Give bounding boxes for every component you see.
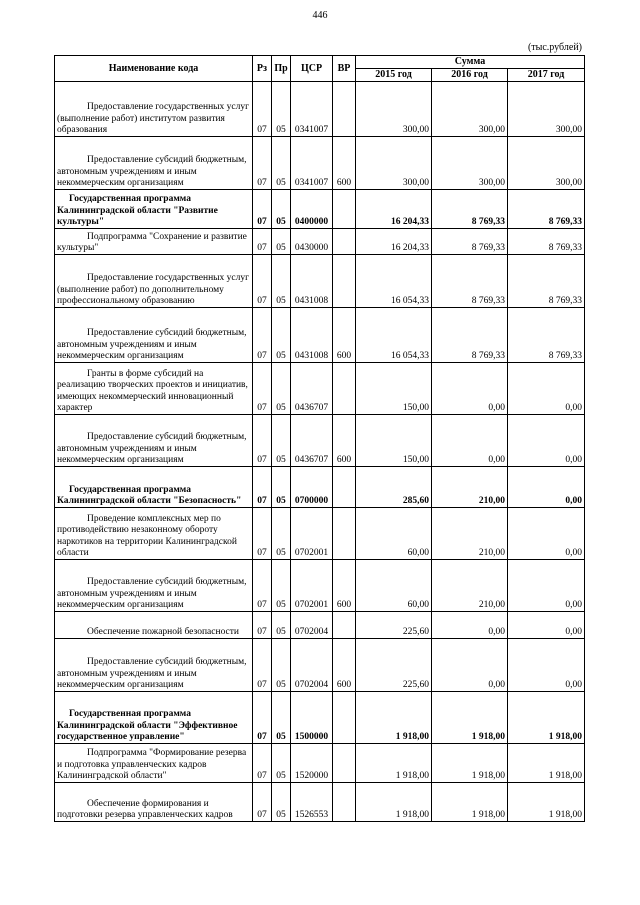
row-name: Обеспечение пожарной безопасности: [55, 612, 253, 639]
row-name: Обеспечение формирования и подготовки резерва управленческих кадров: [55, 783, 253, 822]
row-name: Гранты в форме субсидий на реализацию творческих проектов и инициатив, имеющих некоммерческий инновационный характер: [55, 363, 253, 415]
row-2017: 8 769,33: [508, 308, 585, 363]
row-2017: 300,00: [508, 82, 585, 137]
row-name: Подпрограмма "Сохранение и развитие культуры": [55, 229, 253, 255]
row-vr: 600: [333, 560, 356, 612]
header-csr: ЦСР: [291, 56, 333, 82]
row-name: Предоставление субсидий бюджетным, автономным учреждениям и иным некоммерческим организациям: [55, 639, 253, 692]
row-vr: [333, 692, 356, 744]
row-csr: 0702004: [291, 639, 333, 692]
row-pr: 05: [272, 612, 291, 639]
row-name: Предоставление государственных услуг (выполнение работ) по дополнительному профессиональному образованию: [55, 255, 253, 308]
row-vr: [333, 467, 356, 508]
row-vr: [333, 744, 356, 783]
row-pr: 05: [272, 467, 291, 508]
row-rz: 07: [253, 229, 272, 255]
row-vr: [333, 190, 356, 229]
row-csr: 0702001: [291, 560, 333, 612]
row-2015: 16 204,33: [356, 229, 432, 255]
row-2015: 225,60: [356, 612, 432, 639]
row-rz: 07: [253, 82, 272, 137]
row-name: Предоставление субсидий бюджетным, автономным учреждениям и иным некоммерческим организациям: [55, 308, 253, 363]
row-rz: 07: [253, 255, 272, 308]
row-2017: 0,00: [508, 560, 585, 612]
row-2017: 300,00: [508, 137, 585, 190]
row-name: Предоставление субсидий бюджетным, автономным учреждениям и иным некоммерческим организациям: [55, 137, 253, 190]
row-2015: 16 054,33: [356, 255, 432, 308]
row-name: Подпрограмма "Формирование резерва и подготовка управленческих кадров Калининградской области": [55, 744, 253, 783]
row-pr: 05: [272, 190, 291, 229]
row-csr: 0431008: [291, 308, 333, 363]
row-name: Предоставление субсидий бюджетным, автономным учреждениям и иным некоммерческим организациям: [55, 560, 253, 612]
row-pr: 05: [272, 363, 291, 415]
table-row: [55, 692, 585, 744]
row-2015: 16 054,33: [356, 308, 432, 363]
row-2015: 1 918,00: [356, 744, 432, 783]
row-name: Предоставление субсидий бюджетным, автономным учреждениям и иным некоммерческим организациям: [55, 415, 253, 467]
page-number: 446: [312, 10, 328, 21]
row-2015: 150,00: [356, 415, 432, 467]
row-name: Государственная программа Калининградской области "Развитие культуры": [55, 190, 253, 229]
row-2017: 0,00: [508, 467, 585, 508]
row-pr: 05: [272, 255, 291, 308]
row-rz: 07: [253, 467, 272, 508]
row-rz: 07: [253, 308, 272, 363]
row-2016: 210,00: [432, 508, 508, 560]
row-2017: 8 769,33: [508, 190, 585, 229]
row-2017: 0,00: [508, 612, 585, 639]
table-row: [55, 508, 585, 560]
row-rz: 07: [253, 692, 272, 744]
row-2015: 1 918,00: [356, 783, 432, 822]
row-2015: 16 204,33: [356, 190, 432, 229]
row-csr: 0436707: [291, 415, 333, 467]
table-row: [55, 639, 585, 692]
row-name: Государственная программа Калининградской области "Безопасность": [55, 467, 253, 508]
row-pr: 05: [272, 744, 291, 783]
row-2016: 8 769,33: [432, 229, 508, 255]
row-2016: 300,00: [432, 137, 508, 190]
row-2016: 1 918,00: [432, 692, 508, 744]
row-csr: 0702004: [291, 612, 333, 639]
table-row: [55, 744, 585, 783]
row-2015: 300,00: [356, 137, 432, 190]
row-vr: 600: [333, 137, 356, 190]
header-pr: Пр: [272, 56, 291, 82]
row-rz: 07: [253, 783, 272, 822]
row-name: Проведение комплексных мер по противодействию незаконному обороту наркотиков на территории Калининградской области: [55, 508, 253, 560]
row-2015: 60,00: [356, 560, 432, 612]
units-label: (тыс.рублей): [527, 42, 582, 53]
row-2015: 150,00: [356, 363, 432, 415]
table-row: [55, 137, 585, 190]
row-csr: 0431008: [291, 255, 333, 308]
row-rz: 07: [253, 363, 272, 415]
header-2017: 2017 год: [508, 69, 585, 82]
row-2016: 210,00: [432, 560, 508, 612]
row-2016: 8 769,33: [432, 308, 508, 363]
row-csr: 1520000: [291, 744, 333, 783]
table-row: [55, 783, 585, 822]
row-2015: 225,60: [356, 639, 432, 692]
row-rz: 07: [253, 508, 272, 560]
row-csr: 0436707: [291, 363, 333, 415]
row-vr: [333, 508, 356, 560]
row-vr: 600: [333, 639, 356, 692]
row-pr: 05: [272, 415, 291, 467]
table-row: [55, 255, 585, 308]
row-rz: 07: [253, 560, 272, 612]
row-pr: 05: [272, 82, 291, 137]
header-vr: ВР: [333, 56, 356, 82]
table-row: [55, 560, 585, 612]
row-2015: 300,00: [356, 82, 432, 137]
row-2017: 1 918,00: [508, 783, 585, 822]
row-rz: 07: [253, 639, 272, 692]
row-csr: 1500000: [291, 692, 333, 744]
row-2015: 60,00: [356, 508, 432, 560]
row-2015: 285,60: [356, 467, 432, 508]
row-csr: 0341007: [291, 82, 333, 137]
table-row: [55, 363, 585, 415]
row-vr: [333, 783, 356, 822]
row-vr: [333, 255, 356, 308]
row-csr: 0702001: [291, 508, 333, 560]
row-vr: [333, 612, 356, 639]
row-2017: 1 918,00: [508, 744, 585, 783]
header-sum: Сумма: [356, 56, 585, 69]
row-2017: 0,00: [508, 639, 585, 692]
row-2016: 0,00: [432, 415, 508, 467]
row-vr: [333, 82, 356, 137]
row-pr: 05: [272, 137, 291, 190]
budget-table: [54, 55, 585, 822]
table-row: [55, 467, 585, 508]
row-2017: 0,00: [508, 415, 585, 467]
row-rz: 07: [253, 612, 272, 639]
table-row: [55, 308, 585, 363]
header-2015: 2015 год: [356, 69, 432, 82]
row-2017: 0,00: [508, 508, 585, 560]
row-pr: 05: [272, 308, 291, 363]
row-pr: 05: [272, 639, 291, 692]
table-row: [55, 229, 585, 255]
row-pr: 05: [272, 508, 291, 560]
table-row: [55, 82, 585, 137]
row-2016: 210,00: [432, 467, 508, 508]
table-row: [55, 612, 585, 639]
row-vr: 600: [333, 308, 356, 363]
row-2016: 300,00: [432, 82, 508, 137]
row-csr: 0430000: [291, 229, 333, 255]
row-name: Предоставление государственных услуг (выполнение работ) институтом развития образования: [55, 82, 253, 137]
header-rz: Рз: [253, 56, 272, 82]
row-rz: 07: [253, 744, 272, 783]
table-row: [55, 415, 585, 467]
row-pr: 05: [272, 229, 291, 255]
row-2017: 8 769,33: [508, 255, 585, 308]
row-vr: [333, 363, 356, 415]
row-2017: 0,00: [508, 363, 585, 415]
row-csr: 0700000: [291, 467, 333, 508]
row-pr: 05: [272, 692, 291, 744]
row-csr: 0341007: [291, 137, 333, 190]
row-2017: 8 769,33: [508, 229, 585, 255]
row-2015: 1 918,00: [356, 692, 432, 744]
row-2016: 0,00: [432, 612, 508, 639]
row-2016: 0,00: [432, 639, 508, 692]
row-vr: 600: [333, 415, 356, 467]
row-rz: 07: [253, 415, 272, 467]
row-2016: 1 918,00: [432, 744, 508, 783]
row-vr: [333, 229, 356, 255]
row-2016: 8 769,33: [432, 255, 508, 308]
row-pr: 05: [272, 560, 291, 612]
row-2016: 0,00: [432, 363, 508, 415]
table-row: [55, 190, 585, 229]
row-name: Государственная программа Калининградской области "Эффективное государственное управление": [55, 692, 253, 744]
row-2016: 1 918,00: [432, 783, 508, 822]
row-rz: 07: [253, 190, 272, 229]
header-2016: 2016 год: [432, 69, 508, 82]
row-pr: 05: [272, 783, 291, 822]
row-2016: 8 769,33: [432, 190, 508, 229]
row-csr: 1526553: [291, 783, 333, 822]
row-csr: 0400000: [291, 190, 333, 229]
row-2017: 1 918,00: [508, 692, 585, 744]
header-name: Наименование кода: [55, 56, 253, 82]
row-rz: 07: [253, 137, 272, 190]
